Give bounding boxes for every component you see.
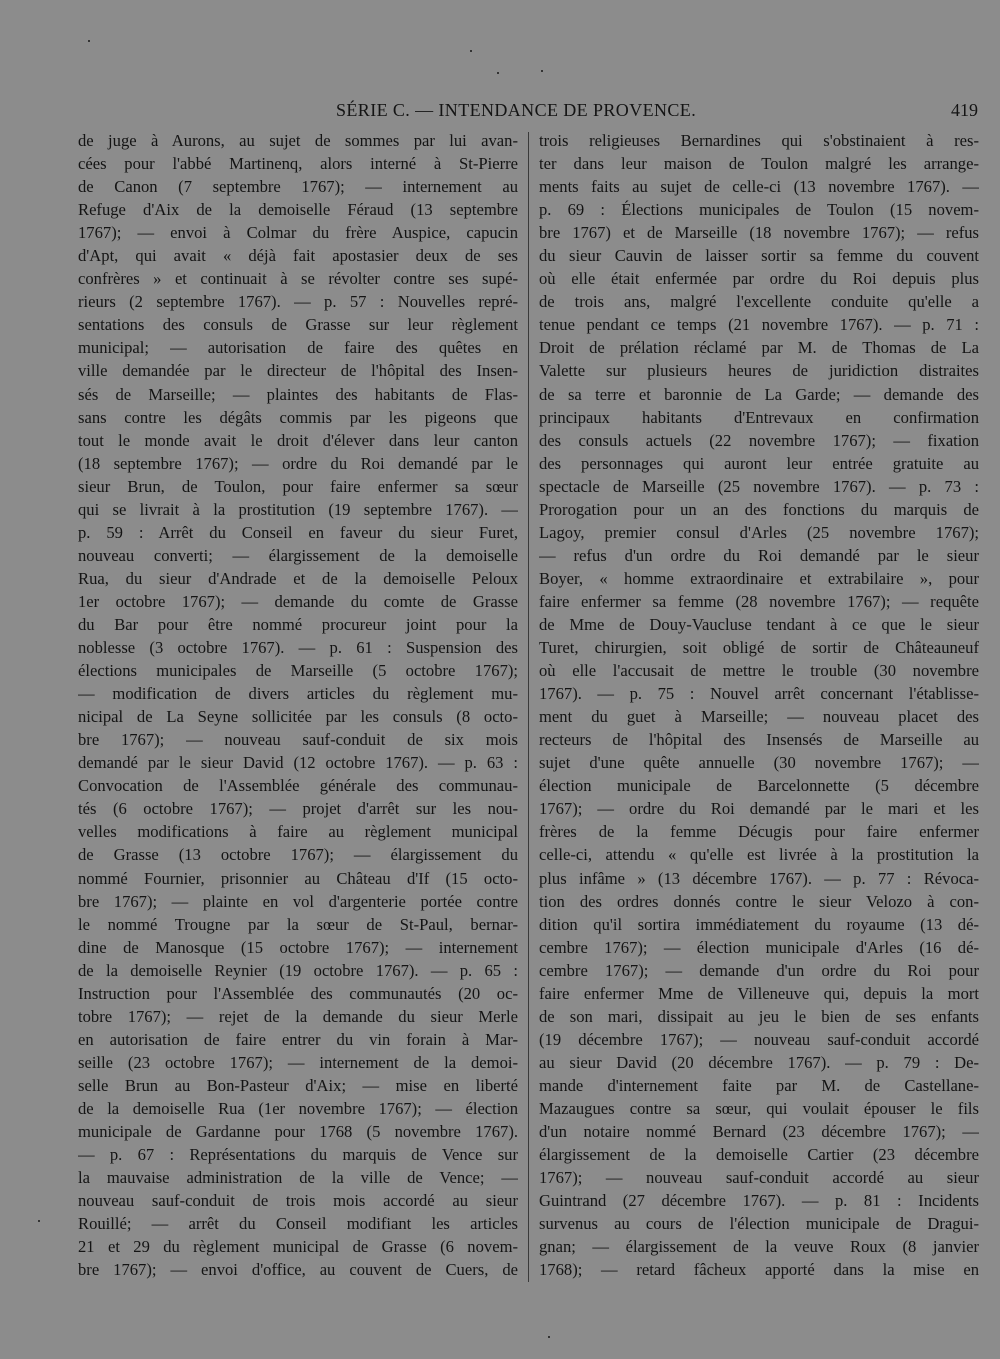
text-line: 1767); — ordre du Roi demandé par le mari et les	[539, 799, 979, 819]
text-line: Refuge d'Aix de la demoiselle Féraud (13 septembre	[78, 200, 518, 220]
text-line: du sieur Cauvin de laisser sortir sa femme du couvent	[539, 246, 979, 266]
text-line: de Mme de Douy-Vaucluse tendant à ce que le sieur	[539, 614, 979, 634]
text-line: faire enfermer sa femme (28 novembre 1767); — requête	[539, 591, 979, 611]
text-line: 21 et 29 du règlement municipal de Grasse (6 novem-	[78, 1237, 518, 1257]
text-line: velles modifications à faire au règlement municipal	[78, 822, 518, 842]
text-line: Convocation de l'Assemblée générale des communau-	[78, 776, 518, 796]
column-divider	[528, 132, 529, 1282]
text-line: élection municipale de Barcelonnette (5 décembre	[539, 776, 979, 796]
text-line: mande d'internement faite par M. de Castellane-	[539, 1075, 979, 1095]
text-line: plus infâme » (13 décembre 1767). — p. 77 : Révoca-	[539, 868, 979, 888]
text-line: où elle l'accusait de mettre le trouble (30 novembre	[539, 661, 979, 681]
text-line: recteurs de l'hôpital des Insensés de Marseille au	[539, 730, 979, 750]
text-line: des consuls actuels (22 novembre 1767); — fixation	[539, 430, 979, 450]
text-line: — refus d'un ordre du Roi demandé par le sieur	[539, 545, 979, 565]
text-line: demandé par le sieur David (12 octobre 1767). — p. 63 :	[78, 753, 518, 773]
text-line: ments faits au sujet de celle-ci (13 novembre 1767). —	[539, 177, 979, 197]
text-line: sés de Marseille; — plaintes des habitants de Flas-	[78, 384, 518, 404]
text-line: bre 1767); — envoi d'office, au couvent de Cuers, de	[78, 1260, 518, 1280]
text-line: tout le monde avait le droit d'élever dans leur canton	[78, 430, 518, 450]
text-line: selle Brun au Bon-Pasteur d'Aix; — mise en liberté	[78, 1075, 518, 1095]
text-line: (19 décembre 1767); — nouveau sauf-conduit accordé	[539, 1029, 979, 1049]
text-line: qui se livrait à la prostitution (19 septembre 1767). —	[78, 499, 518, 519]
text-line: Guintrand (27 décembre 1767). — p. 81 : Incidents	[539, 1191, 979, 1211]
running-head: SÉRIE C. — INTENDANCE DE PROVENCE.	[336, 100, 697, 120]
text-line: Rua, du sieur d'Andrade et de la demoiselle Peloux	[78, 568, 518, 588]
text-line: du Bar pour être nommé procureur joint pour la	[78, 614, 518, 634]
text-line: de son mari, dissipait au jeu le bien de ses enfants	[539, 1006, 979, 1026]
text-line: d'Apt, qui avait « déjà fait apostasier deux de ses	[78, 246, 518, 266]
text-line: confrères » et continuait à se révolter contre ses supé-	[78, 269, 518, 289]
text-line: de trois ans, malgré l'excellente conduite qu'elle a	[539, 292, 979, 312]
text-line: seille (23 octobre 1767); — internement de la demoi-	[78, 1052, 518, 1072]
text-line: p. 59 : Arrêt du Conseil en faveur du sieur Furet,	[78, 522, 518, 542]
text-line: sujet d'une quête annuelle (30 novembre 1767); —	[539, 753, 979, 773]
text-line: Prorogation pour un an des fonctions du marquis de	[539, 499, 979, 519]
text-line: 1767); — envoi à Colmar du frère Auspice, capucin	[78, 223, 518, 243]
text-line: tenue pendant ce temps (21 novembre 1767). — p. 71 :	[539, 315, 979, 335]
page-header	[0, 100, 1000, 124]
text-line: p. 69 : Élections municipales de Toulon (15 novem-	[539, 200, 979, 220]
text-line: survenus au cours de l'élection municipale de Dragui-	[539, 1214, 979, 1234]
text-line: (18 septembre 1767); — ordre du Roi demandé par le	[78, 453, 518, 473]
text-line: au sieur David (20 décembre 1767). — p. 79 : De-	[539, 1052, 979, 1072]
text-line: Rouillé; — arrêt du Conseil modifiant les articles	[78, 1214, 518, 1234]
text-line: noblesse (3 octobre 1767). — p. 61 : Suspension des	[78, 638, 518, 658]
text-line: Instruction pour l'Assemblée des communautés (20 oc-	[78, 983, 518, 1003]
text-line: bre 1767); — plainte en vol d'argenterie portée contre	[78, 891, 518, 911]
text-line: ville demandée par le directeur de l'hôpital des Insen-	[78, 361, 518, 381]
text-line: tobre 1767); — rejet de la demande du sieur Merle	[78, 1006, 518, 1026]
text-line: municipale de Gardanne pour 1768 (5 novembre 1767).	[78, 1122, 518, 1142]
text-line: frères de la femme Décugis pour faire enfermer	[539, 822, 979, 842]
text-line: sentations des consuls de Grasse sur leur règlement	[78, 315, 518, 335]
text-line: — modification de divers articles du règlement mu-	[78, 684, 518, 704]
text-line: 1er octobre 1767); — demande du comte de Grasse	[78, 591, 518, 611]
text-line: faire enfermer Mme de Villeneuve qui, depuis la mort	[539, 983, 979, 1003]
page-number: 419	[951, 100, 978, 120]
text-line: cembre 1767); — élection municipale d'Arles (16 dé-	[539, 937, 979, 957]
text-line: ter dans leur maison de Toulon malgré les arrange-	[539, 154, 979, 174]
text-line: de Grasse (13 octobre 1767); — élargissement du	[78, 845, 518, 865]
text-line: le nommé Trougne par la sœur de St-Paul, bernar-	[78, 914, 518, 934]
text-line: nouveau converti; — élargissement de la demoiselle	[78, 545, 518, 565]
left-column	[78, 129, 518, 1281]
text-line: Turet, chirurgien, soit obligé de sortir de Châteauneuf	[539, 638, 979, 658]
text-line: nommé Fournier, prisonnier au Château d'If (15 octo-	[78, 868, 518, 888]
text-line: tion des ordres donnés contre le sieur Velozo à con-	[539, 891, 979, 911]
text-line: principaux habitants d'Entrevaux en confirmation	[539, 407, 979, 427]
text-line: nouveau sauf-conduit de trois mois accordé au sieur	[78, 1191, 518, 1211]
text-line: élections municipales de Marseille (5 octobre 1767);	[78, 661, 518, 681]
text-line: municipal; — autorisation de faire des quêtes en	[78, 338, 518, 358]
right-column	[539, 129, 979, 1281]
text-line: bre 1767) et de Marseille (18 novembre 1767); — refus	[539, 223, 979, 243]
text-line: sans contre les dégâts commis par les pigeons que	[78, 407, 518, 427]
text-line: 1767). — p. 75 : Nouvel arrêt concernant l'établisse-	[539, 684, 979, 704]
text-line: Boyer, « homme extraordinaire et extrabilaire », pour	[539, 568, 979, 588]
text-line: en autorisation de faire entrer du vin forain à Mar-	[78, 1029, 518, 1049]
text-line: nicipal de La Seyne sollicitée par les consuls (8 octo-	[78, 707, 518, 727]
text-line: de la demoiselle Rua (1er novembre 1767); — élection	[78, 1098, 518, 1118]
text-line: — p. 67 : Représentations du marquis de Vence sur	[78, 1145, 518, 1165]
text-line: cées pour l'abbé Martinenq, alors interné à St-Pierre	[78, 154, 518, 174]
text-line: celle-ci, attendu « qu'elle est livrée à la prostitution la	[539, 845, 979, 865]
text-line: de juge à Aurons, au sujet de sommes par lui avan-	[78, 131, 518, 150]
text-line: d'un notaire nommé Bernard (23 décembre 1767); —	[539, 1122, 979, 1142]
text-line: Mazaugues contre sa sœur, qui voulait épouser le fils	[539, 1098, 979, 1118]
text-line: trois religieuses Bernardines qui s'obstinaient à res-	[539, 131, 979, 150]
text-line: de la demoiselle Reynier (19 octobre 1767). — p. 65 :	[78, 960, 518, 980]
text-line: gnan; — élargissement de la veuve Roux (8 janvier	[539, 1237, 979, 1257]
text-line: dine de Manosque (15 octobre 1767); — internement	[78, 937, 518, 957]
text-line: Lagoy, premier consul d'Arles (25 novembre 1767);	[539, 522, 979, 542]
text-line: 1767); — nouveau sauf-conduit accordé au sieur	[539, 1168, 979, 1188]
text-line: cembre 1767); — demande d'un ordre du Roi pour	[539, 960, 979, 980]
text-line: où elle était enfermée par ordre du Roi depuis plus	[539, 269, 979, 289]
text-line: la mauvaise administration de la ville de Vence; —	[78, 1168, 518, 1188]
text-line: sieur Brun, de Toulon, pour faire enfermer sa sœur	[78, 476, 518, 496]
text-line: ment du guet à Marseille; — nouveau placet des	[539, 707, 979, 727]
text-line: élargissement de la demoiselle Cartier (23 décembre	[539, 1145, 979, 1165]
text-line: dition qu'il sortira immédiatement du royaume (13 dé-	[539, 914, 979, 934]
text-line: de sa terre et baronnie de La Garde; — demande des	[539, 384, 979, 404]
text-line: Droit de prélation réclamé par M. de Thomas de La	[539, 338, 979, 358]
text-line: 1768); — retard fâcheux apporté dans la mise en	[539, 1260, 979, 1280]
text-line: Valette sur plusieurs heures de juridiction distraites	[539, 361, 979, 381]
text-line: des personnages qui auront leur entrée gratuite au	[539, 453, 979, 473]
text-line: rieurs (2 septembre 1767). — p. 57 : Nouvelles repré-	[78, 292, 518, 312]
text-line: bre 1767); — nouveau sauf-conduit de six mois	[78, 730, 518, 750]
text-line: de Canon (7 septembre 1767); — internement au	[78, 177, 518, 197]
text-line: tés (6 octobre 1767); — projet d'arrêt sur les nou-	[78, 799, 518, 819]
text-line: spectacle de Marseille (25 novembre 1767). — p. 73 :	[539, 476, 979, 496]
